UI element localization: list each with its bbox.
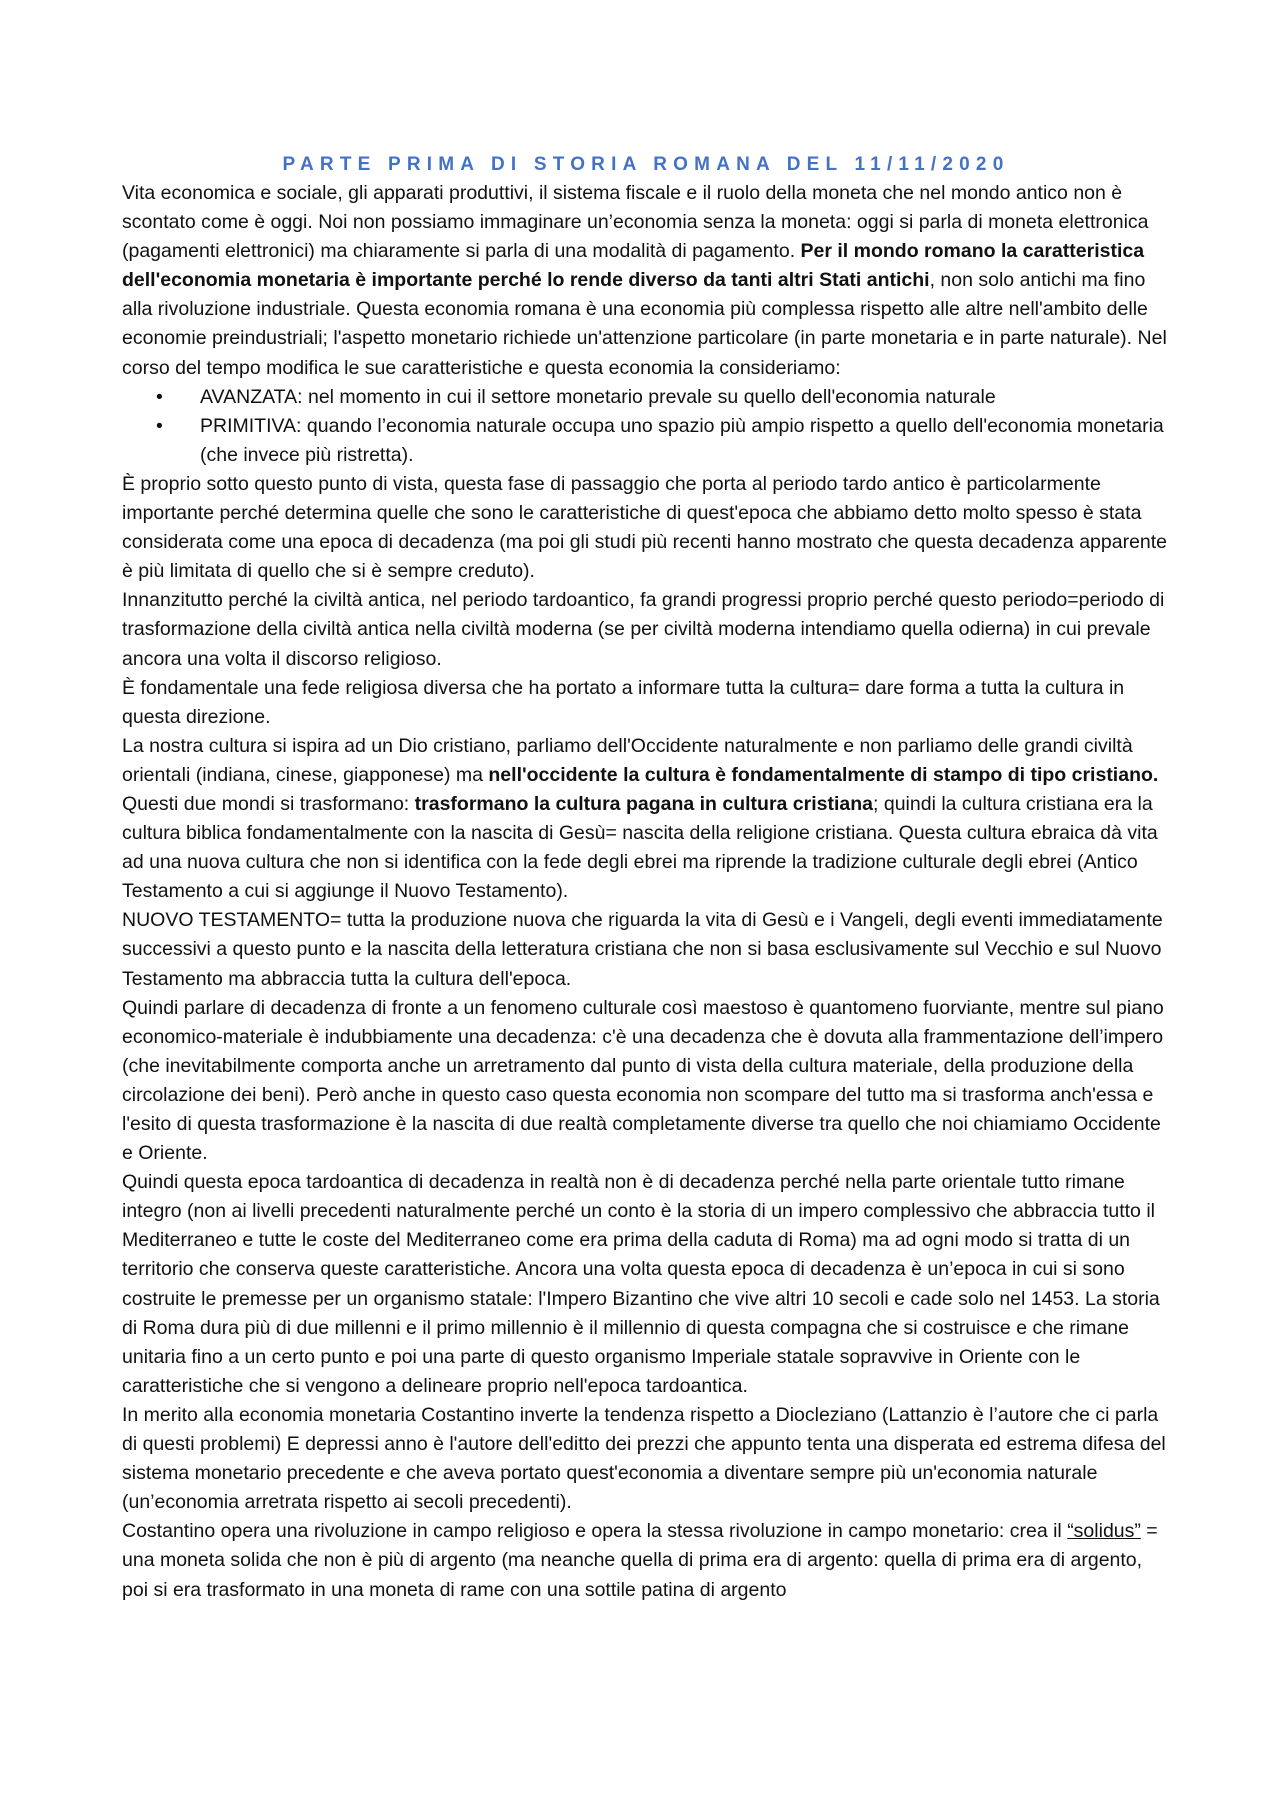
bold-span: nell'occidente la cultura è fondamentalmente di stampo di tipo cristiano. — [488, 763, 1159, 786]
text-span: La nostra cultura si ispira ad un Dio cristiano, parliamo dell'Occidente naturalmente e non parliamo delle grandi civiltà orientali (indiana, cinese, giapponese) ma — [122, 734, 1133, 786]
paragraph: Innanzitutto perché la civiltà antica, nel periodo tardoantico, fa grandi progressi proprio perché questo periodo=periodo di trasformazione della civiltà antica nella civiltà moderna (se per civiltà moderna intendiamo quella odierna) in cui prevale ancora una volta il discorso religioso. — [122, 589, 1165, 670]
paragraph: Quindi questa epoca tardoantica di decadenza in realtà non è di decadenza perché nella parte orientale tutto rimane integro (non ai livelli precedenti naturalmente perché un conto è la storia di un impero complessivo che abbraccia tutto il Mediterraneo e tutte le coste del Mediterraneo come era prima della caduta di Roma) ma ad ogni modo si tratta di un territorio che conserva queste caratteristiche. Ancora una volta questa epoca di decadenza è un’epoca in cui si sono costruite le premesse per un organismo statale: l'Impero Bizantino che vive altri 10 secoli e cade solo nel 1453. La storia di Roma dura più di due millenni e il primo millennio è il millennio di questa compagna che si costruisce e che rimane unitaria fino a un certo punto e poi una parte di questo organismo Imperiale statale sopravvive in Oriente con le caratteristiche che si vengono a delineare proprio nell'epoca tardoantica. — [122, 1171, 1160, 1397]
paragraph: È fondamentale una fede religiosa diversa che ha portato a informare tutta la cultura= dare forma a tutta la cultura in questa direzione. — [122, 676, 1125, 728]
list-item-text: AVANZATA: nel momento in cui il settore monetario prevale su quello dell'economia naturale — [200, 385, 996, 408]
paragraph-intro — [122, 179, 1170, 383]
bullet-icon: • — [156, 385, 163, 408]
bullet-list — [122, 383, 1170, 470]
text-span: = una moneta solida che non è più di argento (ma neanche quella di prima era di argento: quella di prima era di argento, poi si era trasformato in una moneta di rame con una sottile patina di argento — [122, 1520, 1158, 1601]
paragraph — [122, 790, 1170, 906]
paragraph: Quindi parlare di decadenza di fronte a un fenomeno culturale così maestoso è quantomeno fuorviante, mentre sul piano economico-materiale è indubbiamente una decadenza: c'è una decadenza che è dovuta alla frammentazione dell’impero (che inevitabilmente comporta anche un arretramento dal punto di vista della cultura materiale, della produzione della circolazione dei beni). Però anche in questo caso questa economia non scompare del tutto ma si trasforma anch'essa e l'esito di questa trasformazione è la nascita di due realtà completamente diverse tra quello che noi chiamiamo Occidente e Oriente. — [122, 996, 1164, 1165]
paragraph: È proprio sotto questo punto di vista, questa fase di passaggio che porta al periodo tardo antico è particolarmente importante perché determina quelle che sono le caratteristiche di quest'epoca che abbiamo detto molto spesso è stata considerata come una epoca di decadenza (ma poi gli studi più recenti hanno mostrato che questa decadenza apparente è più limitata di quello che si è sempre creduto). — [122, 472, 1168, 583]
list-item-text: PRIMITIVA: quando l’economia naturale occupa uno spazio più ampio rispetto a quello dell'economia monetaria (che invece più ristretta). — [200, 414, 1164, 466]
paragraph: NUOVO TESTAMENTO= tutta la produzione nuova che riguarda la vita di Gesù e i Vangeli, degli eventi immediatamente successivi a questo punto e la nascita della letteratura cristiana che non si basa esclusivamente sul Vecchio e sul Nuovo Testamento ma abbraccia tutta la cultura dell'epoca. — [122, 909, 1163, 990]
bold-span: trasformano la cultura pagana in cultura cristiana — [414, 792, 874, 815]
paragraph: In merito alla economia monetaria Costantino inverte la tendenza rispetto a Diocleziano (Lattanzio è l’autore che ci parla di questi problemi) E depressi anno è l'autore dell'editto dei prezzi che appunto tenta una disperata ed estrema difesa del sistema monetario precedente e che aveva portato quest'economia a diventare sempre più un'economia naturale (un’economia arretrata rispetto ai secoli precedenti). — [122, 1403, 1166, 1514]
text-span: Questi due mondi si trasformano: — [122, 792, 415, 815]
paragraph — [122, 1517, 1170, 1604]
paragraph — [122, 732, 1170, 790]
page-title: PARTE PRIMA DI STORIA ROMANA DEL 11/11/2020 — [282, 154, 1010, 175]
list-item — [156, 383, 1170, 412]
text-span: Costantino opera una rivoluzione in campo religioso e opera la stessa rivoluzione in campo monetario: crea il — [122, 1520, 1068, 1543]
bold-span: Per il mondo romano la caratteristica dell'economia monetaria è importante perché lo rende diverso da tanti altri Stati antichi — [122, 240, 1145, 292]
list-item — [156, 412, 1170, 470]
text-span: ; quindi la cultura cristiana era la cultura biblica fondamentalmente con la nascita di Gesù= nascita della religione cristiana. Questa cultura ebraica dà vita ad una nuova cultura che non si identifica con la fede degli ebrei ma riprende la tradizione culturale degli ebrei (Antico Testamento a cui si aggiunge il Nuovo Testamento). — [122, 792, 1158, 903]
bullet-icon: • — [156, 414, 163, 437]
underlined-term: “solidus” — [1067, 1520, 1141, 1543]
document-page — [122, 150, 1170, 1605]
text-span: , non solo antichi ma fino alla rivoluzione industriale. Questa economia romana è una economia più complessa rispetto alle altre nell'ambito delle economie preindustriali; l'aspetto monetario richiede un'attenzione particolare (in parte monetaria e in parte naturale). Nel corso del tempo modifica le sue caratteristiche e questa economia la consideriamo: — [122, 269, 1167, 379]
text-span: Vita economica e sociale, gli apparati produttivi, il sistema fiscale e il ruolo della moneta che nel mondo antico non è scontato come è oggi. Noi non possiamo immaginare un’economia senza la moneta: oggi si parla di moneta elettronica (pagamenti elettronici) ma chiaramente si parla di una modalità di pagamento. — [122, 182, 1149, 263]
